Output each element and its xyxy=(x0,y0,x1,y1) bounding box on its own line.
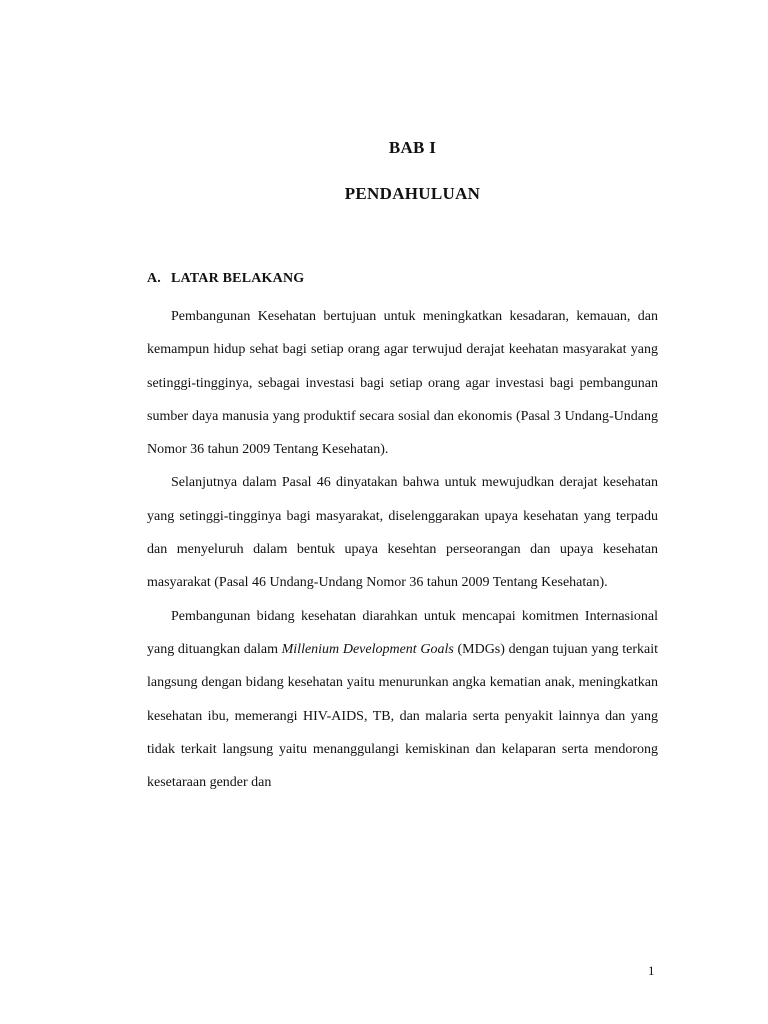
body-text xyxy=(147,300,658,799)
page-number: 1 xyxy=(648,963,655,978)
section-title: LATAR BELAKANG xyxy=(171,271,305,286)
paragraph xyxy=(147,600,658,800)
paragraph-italic-term: Millenium Development Goals xyxy=(281,641,454,657)
section-letter: A. xyxy=(147,271,162,286)
paragraph-text: Pembangunan bidang kesehatan diarahkan untuk mencapai komitmen Internasional yang dituangkan dalam xyxy=(147,608,658,657)
paragraph-text: (MDGs) dengan tujuan yang terkait langsung dengan bidang kesehatan yaitu menurunkan angka kematian anak, meningkatkan kesehatan ibu, memerangi HIV-AIDS, TB, dan malaria serta penyakit lainnya dan yang tidak terkait langsung yaitu menanggulangi kemiskinan dan kelaparan serta mendorong kesetaraan gender dan xyxy=(147,641,658,791)
chapter-label: BAB I xyxy=(388,138,437,157)
section-heading xyxy=(147,271,304,287)
paragraph: Pembangunan Kesehatan bertujuan untuk meningkatkan kesadaran, kemauan, dan kemampun hidup sehat bagi setiap orang agar terwujud derajat keehatan masyarakat yang setinggi-tingginya, sebagai investasi bagi setiap orang agar investasi bagi pembangunan sumber daya manusia yang produktif secara sosial dan ekonomis (Pasal 3 Undang-Undang Nomor 36 tahun 2009 Tentang Kesehatan). xyxy=(147,309,658,458)
paragraph: Selanjutnya dalam Pasal 46 dinyatakan bahwa untuk mewujudkan derajat kesehatan yang setinggi-tingginya bagi masyarakat, diselenggarakan upaya kesehatan yang terpadu dan menyeluruh dalam bentuk upaya kesehtan perseorangan dan upaya kesehatan masyarakat (Pasal 46 Undang-Undang Nomor 36 tahun 2009 Tentang Kesehatan). xyxy=(147,475,658,591)
chapter-title: PENDAHULUAN xyxy=(344,184,481,203)
